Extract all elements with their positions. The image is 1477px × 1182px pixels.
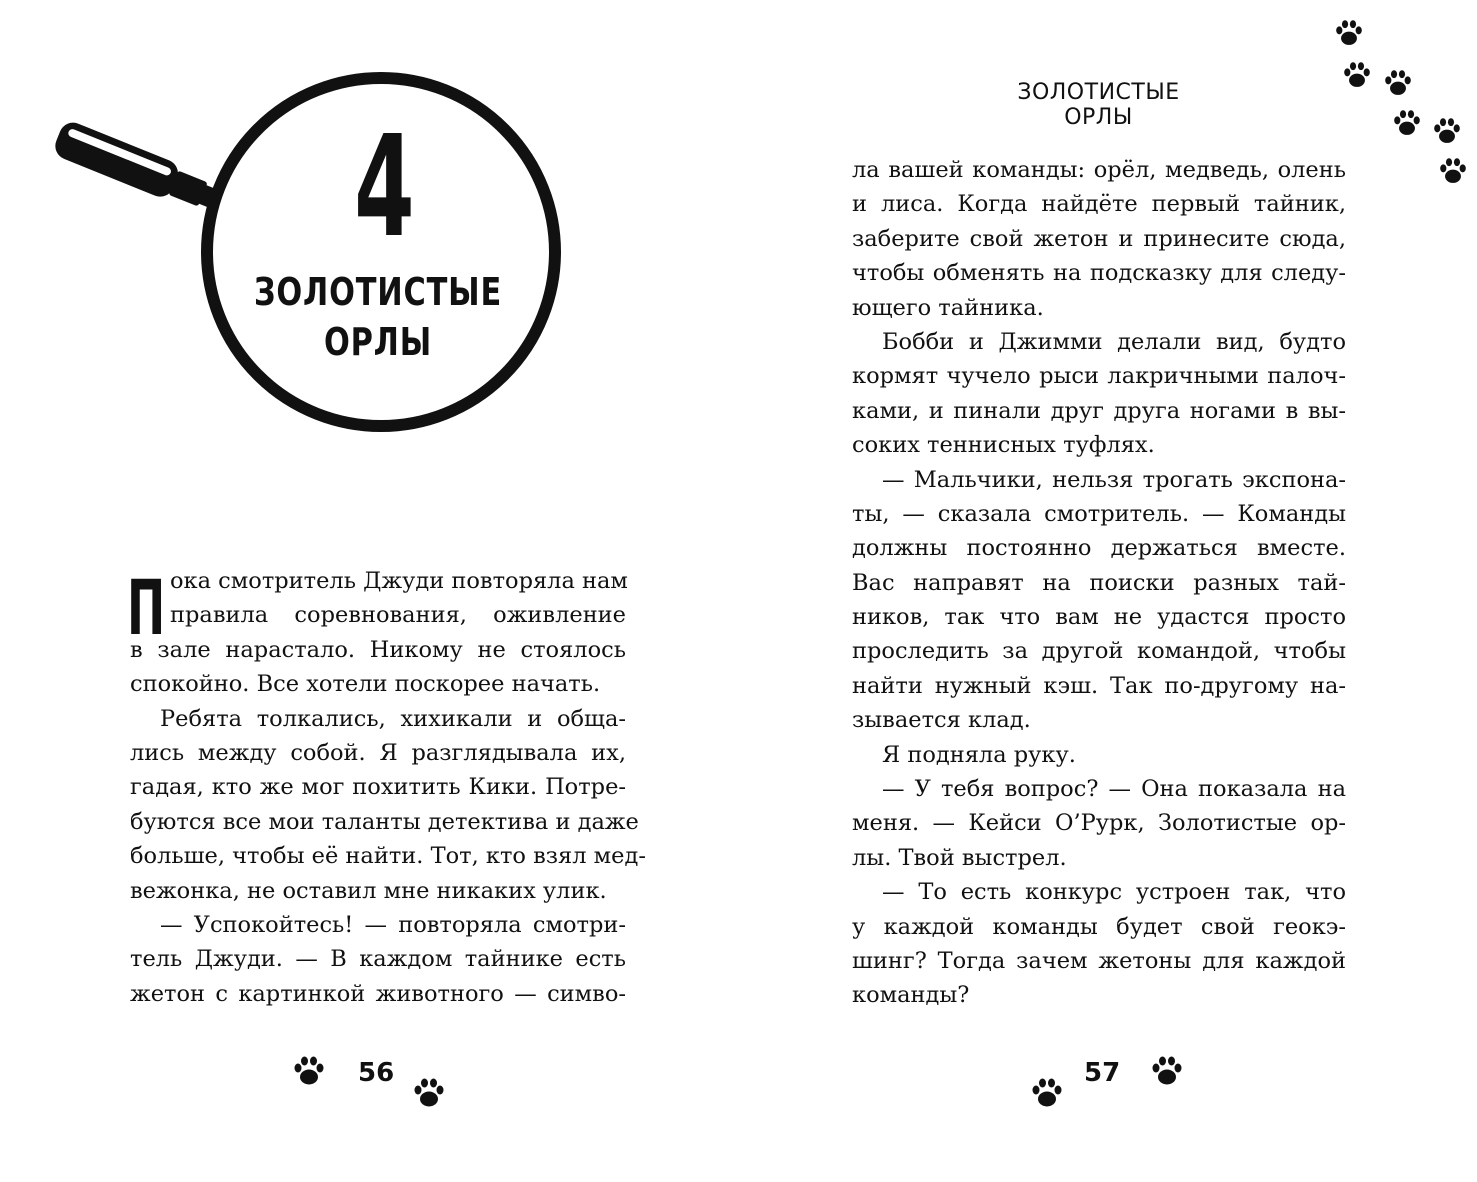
text-line: меня. — Кейси О’Рурк, Золотистые ор-: [852, 810, 1346, 837]
right-body-text: [852, 153, 1346, 1013]
paw-print-icon: [1334, 18, 1364, 48]
paw-print-icon: [292, 1054, 326, 1088]
text-line: зывается клад.: [852, 707, 1031, 734]
drop-cap: П: [127, 563, 166, 652]
text-line: правила соревнования, оживление: [170, 602, 626, 629]
paw-print-icon: [1392, 108, 1422, 138]
paw-print-icon: [412, 1076, 446, 1110]
text-line: гадая, кто же мог похитить Кики. Потре-: [130, 774, 626, 801]
text-line: заберите свой жетон и принесите сюда,: [852, 225, 1346, 252]
text-line: у каждой команды будет свой геокэ-: [852, 913, 1346, 940]
text-line: чтобы обменять на подсказку для следу-: [852, 260, 1346, 287]
text-line: — У тебя вопрос? — Она показала на: [882, 776, 1346, 803]
right-page: [738, 0, 1477, 1182]
text-line: соких теннисных туфлях.: [852, 432, 1155, 459]
text-line: спокойно. Все хотели поскорее начать.: [130, 671, 601, 698]
paw-print-icon: [1432, 116, 1462, 146]
text-line: найти нужный кэш. Так по-другому на-: [852, 672, 1346, 699]
chapter-title-line-2: ОРЛЫ: [323, 320, 433, 364]
text-line: ока смотритель Джуди повторяла нам: [170, 568, 628, 594]
text-line: кормят чучело рыси лакричными палоч-: [852, 363, 1346, 390]
text-line: в зале нарастало. Никому не стоялось: [130, 636, 626, 663]
left-body-text: [130, 564, 646, 1011]
text-line: и лиса. Когда найдёте первый тайник,: [852, 191, 1346, 218]
text-line: лись между собой. Я разглядывала их,: [130, 739, 626, 766]
paw-print-icon: [1383, 68, 1413, 98]
paw-print-icon: [1438, 156, 1468, 186]
text-line: — То есть конкурс устроен так, что: [882, 879, 1346, 906]
text-line: больше, чтобы её найти. Тот, кто взял мед-: [130, 843, 646, 870]
page-number: 57: [1084, 1058, 1121, 1088]
text-line: Я подняла руку.: [882, 741, 1076, 768]
paw-print-icon: [1030, 1076, 1064, 1110]
text-line: ками, и пинали друг друга ногами в вы-: [852, 397, 1346, 424]
text-line: проследить за другой командой, чтобы: [852, 638, 1346, 665]
text-line: буются все мои таланты детектива и даже: [130, 808, 639, 835]
paw-print-icon: [1342, 60, 1372, 90]
text-line: ла вашей команды: орёл, медведь, олень: [852, 157, 1346, 183]
text-line: — Мальчики, нельзя трогать экспона-: [882, 466, 1346, 493]
chapter-number: 4: [354, 106, 415, 269]
text-line: тель Джуди. — В каждом тайнике есть: [130, 946, 626, 973]
text-line: команды?: [852, 982, 970, 1009]
text-line: ников, так что вам не удастся просто: [852, 604, 1346, 631]
left-page: [0, 0, 738, 1182]
text-line: Бобби и Джимми делали вид, будто: [882, 328, 1346, 355]
text-line: шинг? Тогда зачем жетоны для каждой: [852, 947, 1346, 974]
text-line: вежонка, не оставил мне никаких улик.: [130, 877, 607, 904]
text-line: — Успокойтесь! — повторяла смотри-: [160, 911, 626, 938]
text-line: лы. Твой выстрел.: [852, 844, 1067, 871]
paw-print-icon: [1150, 1054, 1184, 1088]
running-head: ЗОЛОТИСТЫЕ ОРЛЫ: [1017, 80, 1180, 130]
page-number: 56: [358, 1058, 395, 1088]
text-line: жетон с картинкой животного — симво-: [130, 980, 626, 1007]
text-line: ты, — сказала смотритель. — Команды: [852, 500, 1346, 527]
text-line: Ребята толкались, хихикали и обща-: [160, 705, 626, 732]
text-line: Вас направят на поиски разных тай-: [852, 569, 1346, 596]
chapter-title-line-1: ЗОЛОТИСТЫЕ: [253, 270, 503, 314]
text-line: ющего тайника.: [852, 294, 1044, 321]
text-line: должны постоянно держаться вместе.: [852, 535, 1346, 562]
